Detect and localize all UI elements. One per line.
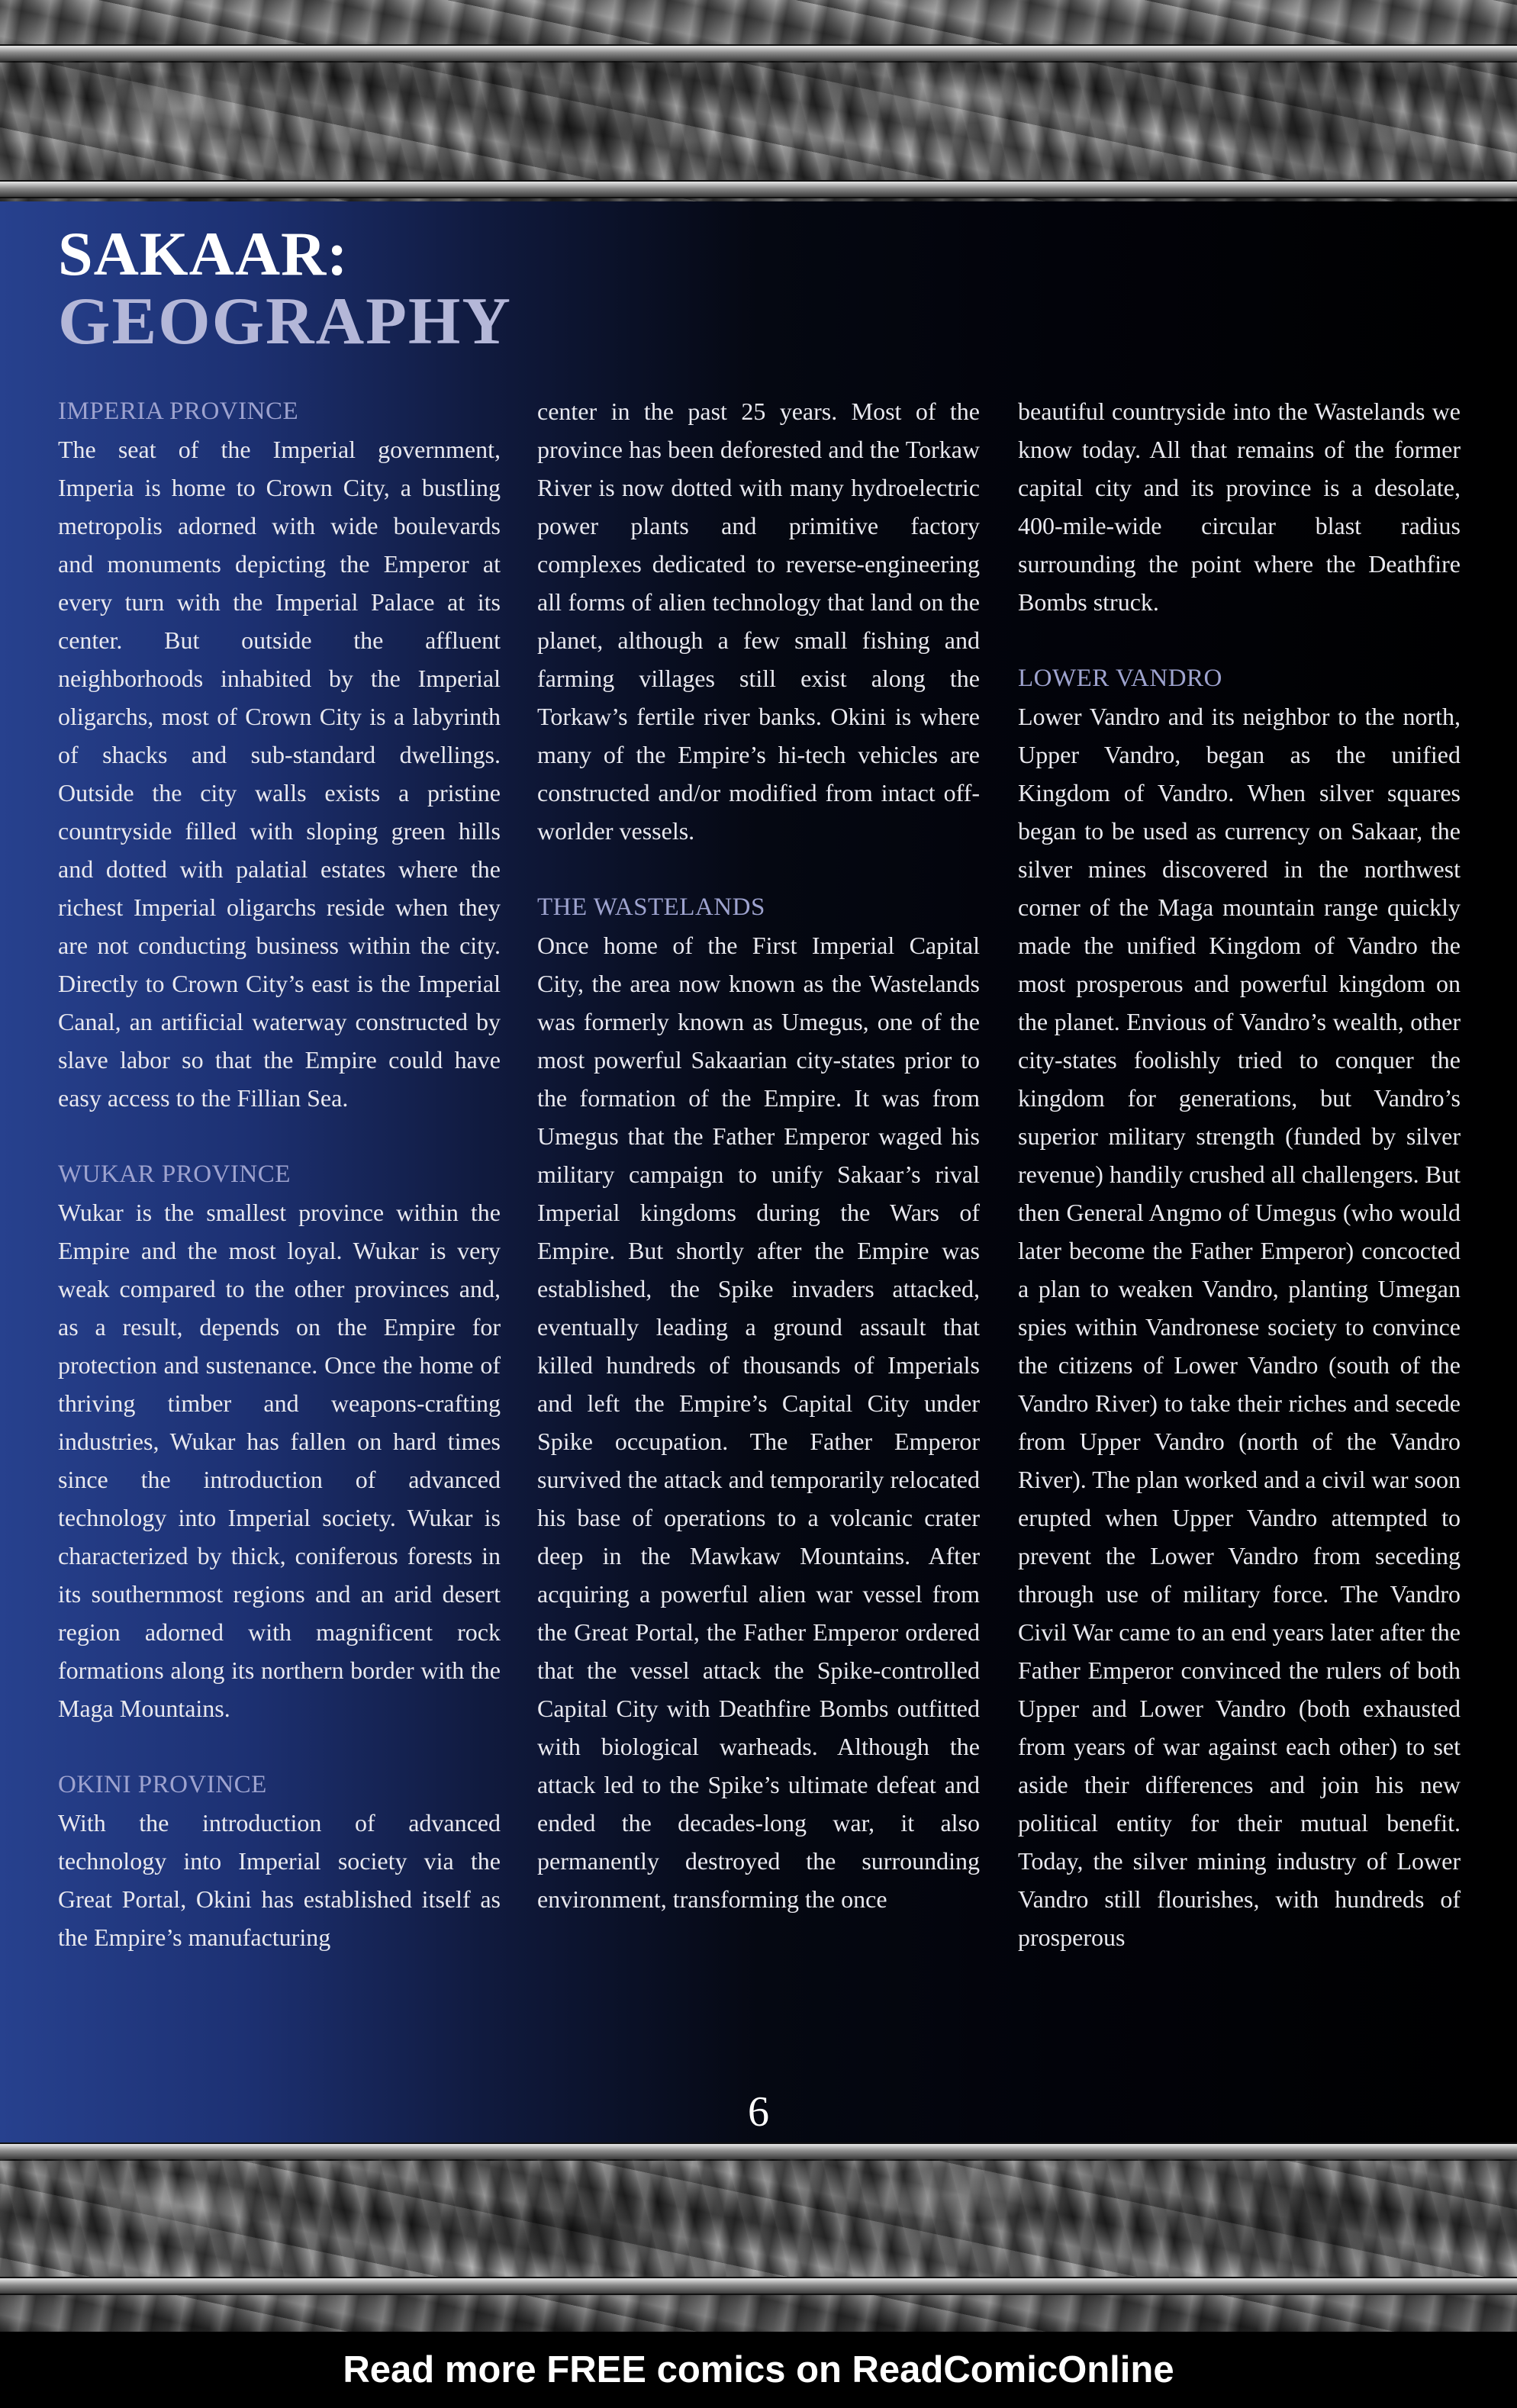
section-heading-lower-vandro: LOWER VANDRO <box>1018 665 1222 692</box>
page-number: 6 <box>748 2088 769 2136</box>
section-heading-wukar: WUKAR PROVINCE <box>58 1161 291 1188</box>
text-column-1 <box>58 392 501 1956</box>
section-text-okini-continued: center in the past 25 years. Most of the province has been deforested and the Torkaw River is now dotted with many hydroelectric power plants and primitive factory complexes dedicated to reverse-engineering all forms of alien technology that land on the planet, although a few small fishing and farming villages still exist along the Torkaw’s fertile river banks. Okini is where many of the Empire’s hi-tech vehicles are constructed and/or modified from intact off-worlder vessels. <box>537 398 980 845</box>
top-border-bevel <box>0 44 1517 63</box>
section-text-imperia: The seat of the Imperial government, Imperia is home to Crown City, a bustling metropolis adorned with wide boulevards and monuments depicting the Emperor at every turn with the Imperial Palace at its center. But outside the affluent neighborhoods inhabited by the Imperial oligarchs, most of Crown City is a labyrinth of shacks and sub-standard dwellings. Outside the city walls exists a pristine countryside filled with sloping green hills and dotted with palatial estates where the richest Imperial oligarchs reside when they are not conducting business within the city. Directly to Crown City’s east is the Imperial Canal, an artificial waterway constructed by slave labor so that the Empire could have easy access to the Fillian Sea. <box>58 436 501 1112</box>
section-heading-wastelands: THE WASTELANDS <box>537 893 765 921</box>
bottom-border-bevel <box>0 2142 1517 2161</box>
top-border-rock-texture <box>0 61 1517 180</box>
text-column-2 <box>537 392 980 1918</box>
page-title <box>58 219 512 359</box>
section-text-wastelands-continued: beautiful countryside into the Wastelands we know today. All that remains of the former capital city and its province is a desolate, 400-mile-wide circular blast radius surrounding the point where the Deathfire Bombs struck. <box>1018 398 1461 616</box>
section-heading-okini: OKINI PROVINCE <box>58 1771 267 1798</box>
text-column-3 <box>1018 392 1461 1956</box>
bottom-stone-border <box>0 2142 1517 2332</box>
section-text-okini: With the introduction of advanced technology into Imperial society via the Great Portal, Okini has established itself as the Empire’s manufacturing <box>58 1809 501 1951</box>
section-heading-imperia: IMPERIA PROVINCE <box>58 398 299 425</box>
section-text-wukar: Wukar is the smallest province within the Empire and the most loyal. Wukar is very weak compared to the other provinces and, as a result, depends on the Empire for protection and sustenance. Once the home of thriving timber and weapons-crafting industries, Wukar has fallen on hard times since the introduction of advanced technology into Imperial society. Wukar is characterized by thick, coniferous forests in its southernmost regions and an arid desert region adorned with magnificent rock formations along its northern border with the Maga Mountains. <box>58 1199 501 1722</box>
top-border-bevel <box>0 180 1517 198</box>
read-more-banner-link[interactable]: Read more FREE comics on ReadComicOnline <box>0 2332 1517 2408</box>
top-stone-border <box>0 0 1517 201</box>
section-text-lower-vandro: Lower Vandro and its neighbor to the north, Upper Vandro, began as the unified Kingdom of Vandro. When silver squares began to be used as currency on Sakaar, the silver mines discovered in the northwest corner of the Maga mountain range quickly made the unified Kingdom of Vandro the most prosperous and powerful kingdom on the planet. Envious of Vandro’s wealth, other city-states foolishly tried to conquer the kingdom for generations, but Vandro’s superior military strength (funded by silver revenue) handily crushed all challengers. But then General Angmo of Umegus (who would later become the Father Emperor) concocted a plan to weaken Vandro, planting Umegan spies within Vandronese society to convince the citizens of Lower Vandro (south of the Vandro River) to take their riches and secede from Upper Vandro (north of the Vandro River). The plan worked and a civil war soon erupted when Upper Vandro attempted to prevent the Lower Vandro from seceding through use of military force. The Vandro Civil War came to an end years later after the Father Emperor convinced the rulers of both Upper and Lower Vandro (both exhausted from years of war against each other) to set aside their differences and join his new political entity for their mutual benefit. Today, the silver mining industry of Lower Vandro still flourishes, with hundreds of prosperous <box>1018 703 1461 1951</box>
bottom-border-rock-texture <box>0 2159 1517 2277</box>
bottom-border-bevel <box>0 2277 1517 2295</box>
section-text-wastelands: Once home of the First Imperial Capital City, the area now known as the Wastelands was formerly known as Umegus, one of the most powerful Sakaarian city-states prior to the formation of the Empire. It was from Umegus that the Father Emperor waged his military campaign to unify Sakaar’s rival Imperial kingdoms during the Wars of Empire. But shortly after the Empire was established, the Spike invaders attacked, eventually leading a ground assault that killed hundreds of thousands of Imperials and left the Empire’s Capital City under Spike occupation. The Father Emperor survived the attack and temporarily relocated his base of operations to a volcanic crater deep in the Mawkaw Mountains. After acquiring a powerful alien war vessel from the Great Portal, the Father Emperor ordered that the vessel attack the Spike-controlled Capital City with Deathfire Bombs outfitted with biological warheads. Although the attack led to the Spike’s ultimate defeat and ended the decades-long war, it also permanently destroyed the surrounding environment, transforming the once <box>537 932 980 1913</box>
title-line-geography: GEOGRAPHY <box>58 285 512 359</box>
text-panel <box>0 201 1517 2142</box>
title-line-sakaar: SAKAAR: <box>58 219 349 288</box>
